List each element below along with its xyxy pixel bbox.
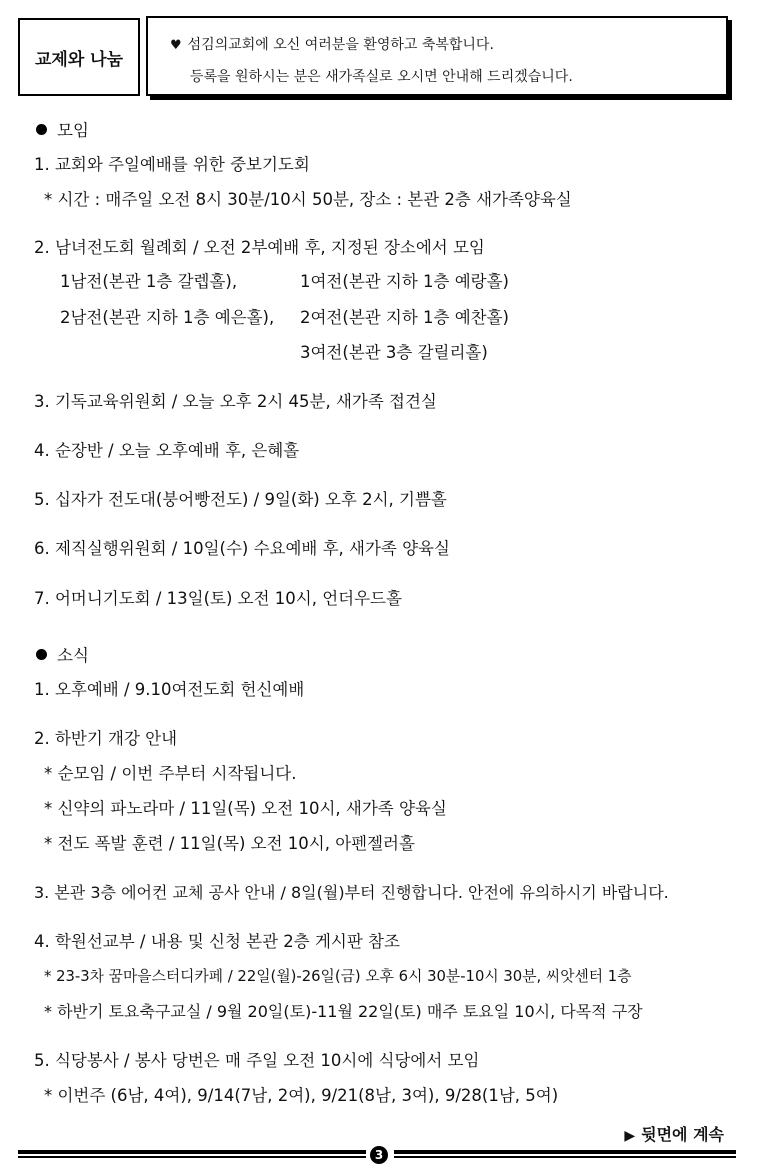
welcome-line-2: 등록을 원하시는 분은 새가족실로 오시면 안내해 드리겠습니다. xyxy=(190,69,573,85)
welcome-box xyxy=(146,16,728,96)
meeting-line: 2. 남녀전도회 월례회 / 오전 2부예배 후, 지정된 장소에서 모임 xyxy=(34,238,485,257)
bullet-icon xyxy=(36,124,47,135)
meeting-line: 4. 순장반 / 오늘 오후예배 후, 은혜홀 xyxy=(34,441,300,460)
meeting-line: 1. 교회와 주일예배를 위한 중보기도회 xyxy=(34,155,310,174)
meeting-line: 1여전(본관 지하 1층 예랑홀) xyxy=(300,272,509,291)
news-line: * 신약의 파노라마 / 11일(목) 오전 10시, 새가족 양육실 xyxy=(44,799,447,818)
section-title-box xyxy=(18,18,140,96)
news-line: * 23-3차 꿈마을스터디카페 / 22일(월)-26일(금) 오후 6시 30분-10시 30분, 씨앗센터 1층 xyxy=(44,968,632,985)
meeting-line: 5. 십자가 전도대(붕어빵전도) / 9일(화) 오후 2시, 기쁨홀 xyxy=(34,490,447,509)
news-line: 3. 본관 3층 에어컨 교체 공사 안내 / 8일(월)부터 진행합니다. 안전에 유의하시기 바랍니다. xyxy=(34,883,669,902)
section-title: 교제와 나눔 xyxy=(34,49,124,70)
heart-icon: ♥ xyxy=(170,38,182,53)
continue-note-text: 뒷면에 계속 xyxy=(641,1125,724,1144)
meeting-line: * 시간 : 매주일 오전 8시 30분/10시 50분, 장소 : 본관 2층 새가족양육실 xyxy=(44,190,572,209)
page-number: 3 xyxy=(370,1146,388,1164)
meeting-line: 3. 기독교육위원회 / 오늘 오후 2시 45분, 새가족 접견실 xyxy=(34,392,437,411)
footer-rule-left xyxy=(18,1150,366,1160)
meeting-line: 6. 제직실행위원회 / 10일(수) 수요예배 후, 새가족 양육실 xyxy=(34,539,450,558)
footer-rule-right xyxy=(394,1150,736,1160)
meetings-heading xyxy=(36,120,89,142)
welcome-text-1: 섬김의교회에 오신 여러분을 환영하고 축복합니다. xyxy=(187,37,494,53)
arrow-right-icon: ▶ xyxy=(624,1128,636,1144)
meeting-line: 2여전(본관 지하 1층 예찬홀) xyxy=(300,308,509,327)
news-line: * 순모임 / 이번 주부터 시작됩니다. xyxy=(44,764,297,783)
meeting-line: 2남전(본관 지하 1층 예은홀), xyxy=(60,308,275,327)
news-heading xyxy=(36,645,89,667)
news-line: * 전도 폭발 훈련 / 11일(목) 오전 10시, 아펜젤러홀 xyxy=(44,834,415,853)
news-line: 4. 학원선교부 / 내용 및 신청 본관 2층 게시판 참조 xyxy=(34,932,400,951)
news-line: 2. 하반기 개강 안내 xyxy=(34,729,178,748)
continue-note xyxy=(624,1122,724,1145)
meeting-line: 1남전(본관 1층 갈렙홀), xyxy=(60,272,238,291)
news-line: * 하반기 토요축구교실 / 9월 20일(토)-11월 22일(토) 매주 토요일 10시, 다목적 구장 xyxy=(44,1002,643,1021)
news-line: * 이번주 (6남, 4여), 9/14(7남, 2여), 9/21(8남, 3여), 9/28(1남, 5여) xyxy=(44,1086,559,1105)
welcome-line-1 xyxy=(170,32,726,64)
news-line: 5. 식당봉사 / 봉사 당번은 매 주일 오전 10시에 식당에서 모임 xyxy=(34,1051,480,1070)
news-line: 1. 오후예배 / 9.10여전도회 헌신예배 xyxy=(34,680,305,699)
meeting-line: 3여전(본관 3층 갈릴리홀) xyxy=(300,343,488,362)
meetings-heading-text: 모임 xyxy=(57,121,89,140)
bullet-icon xyxy=(36,649,47,660)
news-heading-text: 소식 xyxy=(57,646,89,665)
meeting-line: 7. 어머니기도회 / 13일(토) 오전 10시, 언더우드홀 xyxy=(34,589,402,608)
